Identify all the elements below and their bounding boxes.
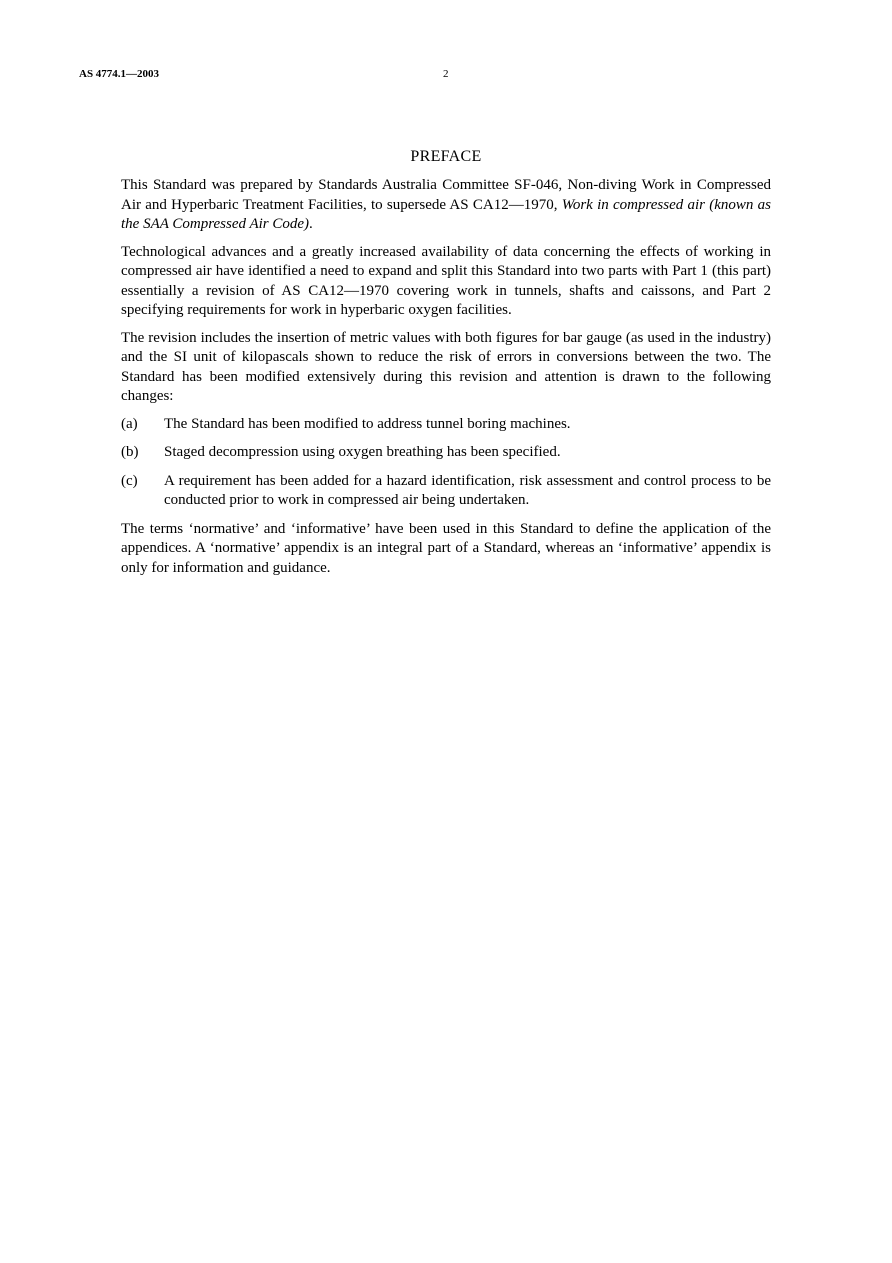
preface-paragraph-2: Technological advances and a greatly increased availability of data concerning the effects of working in compressed air have identified a need to expand and split this Standard into two parts with Part 1 (this part) essentially a revision of AS CA12—1970 covering work in tunnels, shafts and caissons, and Part 2 specifying requirements for work in hyperbaric oxygen facilities.	[121, 243, 771, 318]
list-item	[121, 415, 771, 435]
superseded-standard-title: Work in compressed air (known as the SAA Compressed Air Code)	[121, 196, 772, 232]
paragraph-1-end: .	[309, 216, 313, 232]
preface-title: PREFACE	[410, 148, 482, 165]
page-number: 2	[443, 68, 449, 80]
preface-paragraph-3: The revision includes the insertion of metric values with both figures for bar gauge (as used in the industry) and the SI unit of kilopascals shown to reduce the risk of errors in conversions between the two. The Standard has been modified extensively during this revision and attention is drawn to the following changes:	[121, 329, 771, 404]
list-item-label: (c)	[121, 472, 138, 489]
document-id: AS 4774.1—2003	[79, 68, 160, 80]
preface-paragraph-4: The terms ‘normative’ and ‘informative’ have been used in this Standard to define the application of the appendices. A ‘normative’ appendix is an integral part of a Standard, whereas an ‘informative’ appendix is only for information and guidance.	[121, 520, 771, 576]
list-item-text: A requirement has been added for a hazard identification, risk assessment and control process to be conducted prior to work in compressed air being undertaken.	[164, 472, 771, 508]
list-item-text: Staged decompression using oxygen breathing has been specified.	[164, 444, 561, 460]
page-header	[79, 68, 813, 84]
list-item-text: The Standard has been modified to address tunnel boring machines.	[164, 415, 571, 432]
list-item	[121, 443, 771, 463]
list-item	[121, 472, 771, 511]
preface-section	[121, 146, 771, 586]
list-item-label: (a)	[121, 415, 138, 432]
paragraph-1-text: This Standard was prepared by Standards Australia Committee SF-046, Non-diving Work in Compressed Air and Hyperbaric Treatment Facilities, to supersede AS CA12—1970,	[121, 177, 771, 213]
list-item-label: (b)	[121, 444, 139, 460]
preface-paragraph-1	[121, 176, 771, 235]
